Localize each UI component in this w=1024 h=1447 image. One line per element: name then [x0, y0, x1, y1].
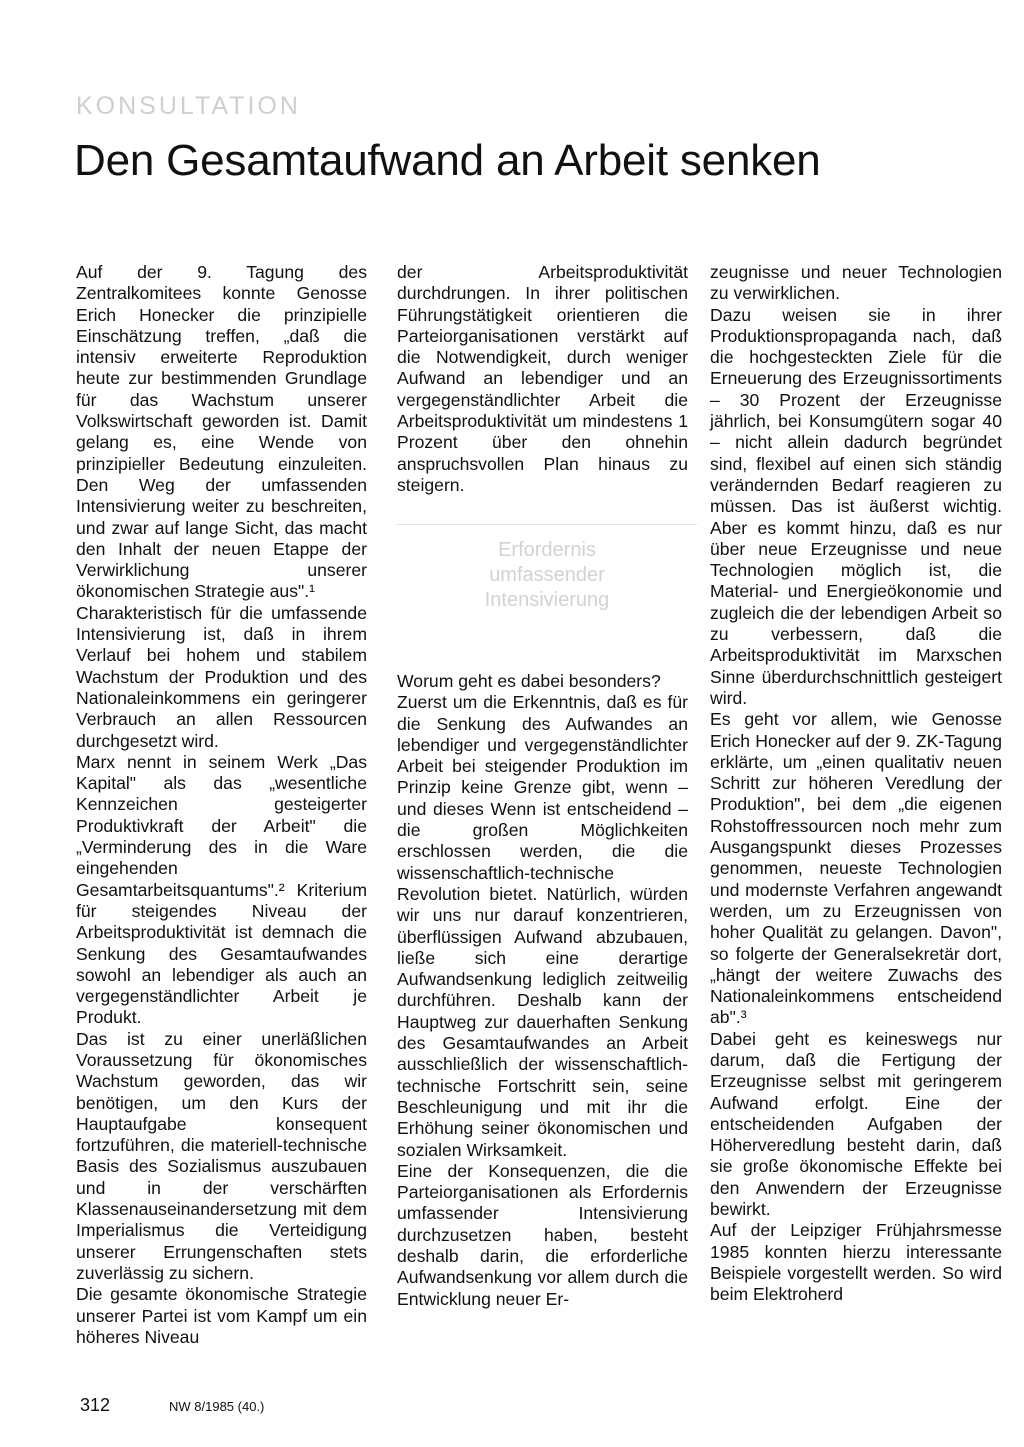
paragraph: Marx nennt in seinem Werk „Das Kapital" als das „wesentliche Kennzeichen gesteigerter Produktivkraft der Arbeit" die „Verminderung des in die Ware eingehenden Gesamtarbeitsquantums".² Kriterium für steigendes Niveau der Arbeitsproduktivität ist demnach die Senkung des Gesamtaufwandes sowohl an lebendiger als auch an vergegenständlichter Arbeit je Produkt.: [76, 751, 367, 1028]
source-reference: NW 8/1985 (40.): [169, 1399, 265, 1414]
paragraph: Dabei geht es keineswegs nur darum, daß die Fertigung der Erzeugnisse selbst mit geringerem Aufwand erfolgt. Eine der entscheidenden Aufgaben der Höherveredlung besteht darin, daß sie große ökonomische Effekte bei den Anwendern der Erzeugnisse bewirkt.: [710, 1028, 1002, 1220]
section-kicker: KONSULTATION: [76, 92, 301, 120]
text-column-2: [397, 262, 688, 496]
divider: [397, 524, 697, 525]
paragraph: Eine der Konsequenzen, die die Parteiorganisationen als Erfordernis umfassender Intensivierung durchzusetzen haben, besteht deshalb darin, die erforderliche Aufwandsenkung vor allem durch die Entwicklung neuer Er-: [397, 1160, 688, 1309]
text-column-2-continued: [397, 671, 688, 1310]
paragraph: Dazu weisen sie in ihrer Produktionspropaganda nach, daß die hochgesteckten Ziele für die Erneuerung des Erzeugnissortiments – 30 Prozent der Erzeugnisse jährlich, bei Konsumgütern sogar 40 – nicht allein dadurch begründet sind, flexibel auf einen sich ständig verändernden Bedarf reagieren zu müssen. Das ist äußerst wichtig. Aber es kommt hinzu, daß es nur über neue Erzeugnisse und neue Technologien möglich ist, die Material- und Energieökonomie und zugleich die der lebendigen Arbeit so zu verbessern, daß die Arbeitsproduktivität im Marxschen Sinne überdurchschnittlich gesteigert wird.: [710, 304, 1002, 708]
paragraph: Zuerst um die Erkenntnis, daß es für die Senkung des Aufwandes an lebendiger und vergegenständlichter Arbeit bei steigender Produktion im Prinzip keine Grenze gibt, wenn – und dieses Wenn ist entscheidend – die großen Möglichkeiten erschlossen werden, die die wissenschaftlich-technische Revolution bietet. Natürlich, würden wir uns nur darauf konzentrieren, überflüssigen Aufwand abzubauen, ließe sich eine derartige Aufwandsenkung lediglich zeitweilig durchführen. Deshalb kann der Hauptweg zur dauerhaften Senkung des Gesamtaufwandes an Arbeit ausschließlich der wissenschaftlich-technische Fortschritt sein, seine Beschleunigung und mit ihr die Erhöhung seiner ökonomischen und sozialen Wirksamkeit.: [397, 692, 688, 1160]
subheading-line: umfassender: [489, 564, 605, 586]
paragraph: Auf der Leipziger Frühjahrsmesse 1985 konnten hierzu interessante Beispiele vorgestellt werden. So wird beim Elektroherd: [710, 1220, 1002, 1305]
subheading-line: Erfordernis: [498, 539, 596, 561]
subheading-line: Intensivierung: [484, 589, 610, 611]
article-title: Den Gesamtaufwand an Arbeit senken: [74, 136, 821, 185]
page-number: 312: [80, 1395, 111, 1415]
paragraph: Auf der 9. Tagung des Zentralkomitees konnte Genosse Erich Honecker die prinzipielle Einschätzung treffen, „daß die intensiv erweiterte Reproduktion heute zur bestimmenden Grundlage für das Wachstum unserer Volkswirtschaft geworden ist. Damit gelang es, eine Wende von prinzipieller Bedeutung einzuleiten. Den Weg der umfassenden Intensivierung weiter zu beschreiten, und zwar auf lange Sicht, das macht den Inhalt der neuen Etappe der Verwirklichung unserer ökonomischen Strategie aus".¹: [76, 262, 367, 602]
paragraph: Die gesamte ökonomische Strategie unserer Partei ist vom Kampf um ein höheres Niveau: [76, 1284, 367, 1347]
paragraph: zeugnisse und neuer Technologien zu verwirklichen.: [710, 262, 1002, 304]
paragraph: Worum geht es dabei besonders?: [397, 671, 661, 691]
text-column-3: [710, 262, 1002, 1306]
subheading: [397, 538, 697, 613]
paragraph: Charakteristisch für die umfassende Intensivierung ist, daß in ihrem Verlauf bei hohem und stabilem Wachstum der Produktion und des Nationaleinkommens ein geringerer Verbrauch an allen Ressourcen durchgesetzt wird.: [76, 602, 367, 751]
paragraph: Es geht vor allem, wie Genosse Erich Honecker auf der 9. ZK-Tagung erklärte, um „einen qualitativ neuen Schritt zur höheren Veredlung der Produktion", bei dem „die eigenen Rohstoffressourcen noch mehr zum Ausgangspunkt dieses Prozesses genommen, neueste Technologien und modernste Verfahren angewandt werden, um zu Erzeugnissen von hoher Qualität zu gelangen. Davon", so folgerte der Generalsekretär dort, „hängt der weitere Zuwachs des Nationaleinkommens entscheidend ab".³: [710, 709, 1002, 1028]
paragraph: Das ist zu einer unerläßlichen Voraussetzung für ökonomisches Wachstum geworden, das wir benötigen, um den Kurs der Hauptaufgabe konsequent fortzuführen, die materiell-technische Basis des Sozialismus auszubauen und in der verschärften Klassenauseinandersetzung mit dem Imperialismus die Verteidigung unserer Errungenschaften stets zuverlässig zu sichern.: [76, 1028, 367, 1283]
subheading-box: [397, 524, 697, 644]
text-column-1: [76, 262, 367, 1348]
paragraph: der Arbeitsproduktivität durchdrungen. In ihrer politischen Führungstätigkeit orientieren die Parteiorganisationen verstärkt auf die Notwendigkeit, durch weniger Aufwand an lebendiger und an vergegenständlichter Arbeit die Arbeitsproduktivität um mindestens 1 Prozent über den ohnehin anspruchsvollen Plan hinaus zu steigern.: [397, 262, 688, 495]
